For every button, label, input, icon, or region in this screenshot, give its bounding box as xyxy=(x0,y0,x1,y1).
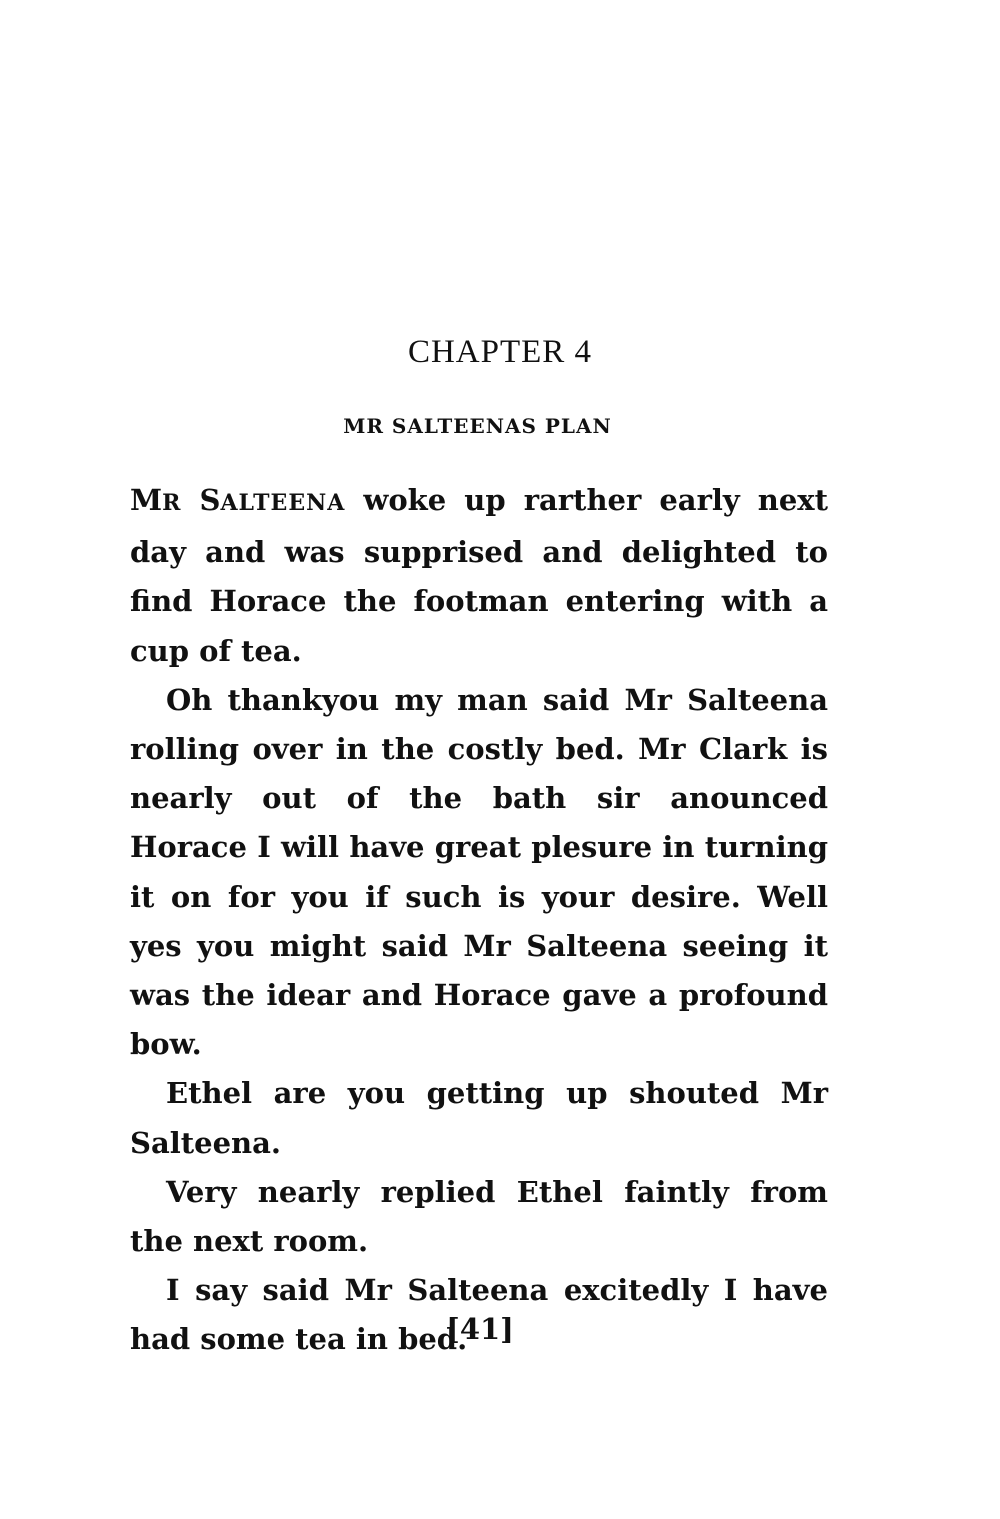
small-caps-initial: M xyxy=(130,483,163,517)
small-caps-initial: S xyxy=(199,483,221,517)
small-caps-rest: ALTEENA xyxy=(220,490,346,516)
paragraph: Very nearly replied Ethel faintly from the next room. xyxy=(130,1174,828,1259)
opening-paragraph xyxy=(130,476,828,676)
chapter-subtitle: MR SALTEENAS PLAN xyxy=(343,414,612,438)
opening-text: woke up rarther early next day and was supprised and delighted to find Horace the footman entering with a cup of tea. xyxy=(130,483,828,668)
body-text xyxy=(130,476,828,1365)
small-caps-rest: R xyxy=(162,490,182,516)
paragraph: Oh thankyou my man said Mr Salteena rolling over in the costly bed. Mr Clark is nearly out of the bath sir anounced Horace I will have great plesure in turning it on for you if such is your desire. Well yes you might said Mr Salteena seeing it was the idear and Horace gave a profound bow. xyxy=(130,682,828,1062)
page-number: [41] xyxy=(446,1312,514,1346)
paragraph: I say said Mr Salteena excitedly I have had some tea in bed. xyxy=(130,1273,828,1357)
chapter-heading: CHAPTER 4 xyxy=(407,334,593,370)
paragraph: Ethel are you getting up shouted Mr Salteena. xyxy=(130,1076,828,1160)
